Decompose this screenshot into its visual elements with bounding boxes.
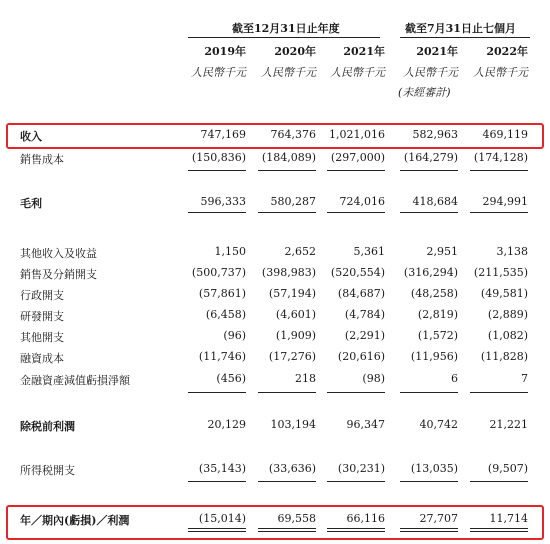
table-cell: (2,819) [417, 308, 458, 321]
table-cell: (11,956) [410, 350, 458, 363]
subtotal-line [258, 392, 316, 393]
subtotal-line [400, 481, 458, 482]
year-header: 2020年 [274, 45, 316, 58]
table-cell: (13,035) [410, 462, 458, 475]
row-label: 研發開支 [20, 310, 64, 323]
subtotal-line [470, 392, 528, 393]
subtotal-line [188, 392, 246, 393]
unit-label: 人民幣千元 [330, 66, 385, 79]
unaudited-label: (未經審計) [398, 86, 451, 99]
table-cell: 11,714 [489, 512, 528, 525]
total-double-line [400, 528, 458, 532]
subtotal-line [327, 392, 385, 393]
table-cell: (164,279) [403, 151, 458, 164]
table-cell: (30,231) [337, 462, 385, 475]
header-group-year: 截至12月31日止年度 [232, 22, 340, 35]
table-cell: 1,150 [214, 245, 246, 258]
table-cell: 7 [521, 372, 528, 385]
table-cell: 66,116 [346, 512, 385, 525]
table-cell: (84,687) [337, 287, 385, 300]
table-cell: 2,951 [426, 245, 458, 258]
unit-label: 人民幣千元 [403, 66, 458, 79]
row-label: 其他收入及收益 [20, 247, 97, 260]
header-group-seven-months: 截至7月31日止七個月 [405, 22, 516, 35]
table-cell: 5,361 [353, 245, 385, 258]
table-cell: 40,742 [419, 418, 458, 431]
subtotal-line [400, 392, 458, 393]
table-cell: (4,601) [275, 308, 316, 321]
total-double-line [470, 528, 528, 532]
table-cell: (1,572) [417, 329, 458, 342]
table-cell: 724,016 [339, 195, 385, 208]
table-cell: (1,082) [487, 329, 528, 342]
row-label: 所得税開支 [20, 464, 75, 477]
subtotal-line [258, 481, 316, 482]
subtotal-line [327, 481, 385, 482]
total-double-line [327, 528, 385, 532]
subtotal-line [188, 212, 246, 213]
table-cell: (11,746) [198, 350, 246, 363]
row-label: 行政開支 [20, 289, 64, 302]
table-cell: (150,836) [191, 151, 246, 164]
table-cell: (520,554) [330, 266, 385, 279]
table-cell: 582,963 [412, 128, 458, 141]
table-cell: (57,194) [268, 287, 316, 300]
row-label: 除税前利潤 [20, 420, 75, 433]
row-label: 銷售及分銷開支 [20, 268, 97, 281]
row-label: 收入 [20, 130, 42, 143]
total-double-line [188, 528, 246, 532]
unit-label: 人民幣千元 [473, 66, 528, 79]
table-cell: 103,194 [270, 418, 316, 431]
table-cell: 27,707 [419, 512, 458, 525]
table-cell: (174,128) [473, 151, 528, 164]
table-cell: 20,129 [207, 418, 246, 431]
subtotal-line [327, 212, 385, 213]
table-cell: (297,000) [330, 151, 385, 164]
subtotal-line [327, 170, 385, 171]
subtotal-line [188, 481, 246, 482]
table-cell: (57,861) [198, 287, 246, 300]
table-cell: 6 [451, 372, 458, 385]
subtotal-line [400, 212, 458, 213]
subtotal-line [470, 170, 528, 171]
row-label: 其他開支 [20, 331, 64, 344]
table-cell: (48,258) [410, 287, 458, 300]
table-cell: 218 [295, 372, 316, 385]
subtotal-line [258, 212, 316, 213]
table-cell: (49,581) [480, 287, 528, 300]
table-cell: (2,889) [487, 308, 528, 321]
table-cell: 469,119 [482, 128, 528, 141]
table-cell: (211,535) [473, 266, 528, 279]
table-cell: 764,376 [270, 128, 316, 141]
table-cell: (6,458) [205, 308, 246, 321]
table-cell: 596,333 [200, 195, 246, 208]
table-cell: 580,287 [270, 195, 316, 208]
table-cell: (4,784) [344, 308, 385, 321]
subtotal-line [188, 170, 246, 171]
table-cell: 294,991 [482, 195, 528, 208]
table-cell: (17,276) [268, 350, 316, 363]
row-label: 毛利 [20, 197, 42, 210]
table-cell: (98) [362, 372, 385, 385]
table-cell: (20,616) [337, 350, 385, 363]
table-cell: 96,347 [346, 418, 385, 431]
table-cell: 2,652 [284, 245, 316, 258]
table-cell: 747,169 [200, 128, 246, 141]
subtotal-line [400, 170, 458, 171]
table-cell: (35,143) [198, 462, 246, 475]
table-cell: 21,221 [489, 418, 528, 431]
table-cell: (1,909) [275, 329, 316, 342]
subtotal-line [258, 170, 316, 171]
table-cell: (15,014) [198, 512, 246, 525]
table-cell: (500,737) [191, 266, 246, 279]
table-cell: (2,291) [344, 329, 385, 342]
row-label: 融資成本 [20, 352, 64, 365]
header-underline [400, 37, 530, 38]
subtotal-line [470, 481, 528, 482]
table-cell: (316,294) [403, 266, 458, 279]
year-header: 2019年 [204, 45, 246, 58]
table-cell: (184,089) [261, 151, 316, 164]
row-label: 銷售成本 [20, 153, 64, 166]
row-label: 金融資產減值虧損淨額 [20, 374, 130, 387]
year-header: 2022年 [486, 45, 528, 58]
total-double-line [258, 528, 316, 532]
table-cell: 3,138 [496, 245, 528, 258]
year-header: 2021年 [343, 45, 385, 58]
table-cell: (9,507) [487, 462, 528, 475]
table-cell: 1,021,016 [329, 128, 385, 141]
unit-label: 人民幣千元 [261, 66, 316, 79]
table-cell: (398,983) [261, 266, 316, 279]
table-cell: (33,636) [268, 462, 316, 475]
table-cell: (11,828) [480, 350, 528, 363]
table-cell: 69,558 [277, 512, 316, 525]
unit-label: 人民幣千元 [191, 66, 246, 79]
table-cell: (96) [223, 329, 246, 342]
subtotal-line [470, 212, 528, 213]
year-header: 2021年 [416, 45, 458, 58]
header-underline [188, 37, 380, 38]
table-cell: 418,684 [412, 195, 458, 208]
row-label: 年／期內(虧損)／利潤 [20, 514, 130, 527]
table-cell: (456) [216, 372, 246, 385]
